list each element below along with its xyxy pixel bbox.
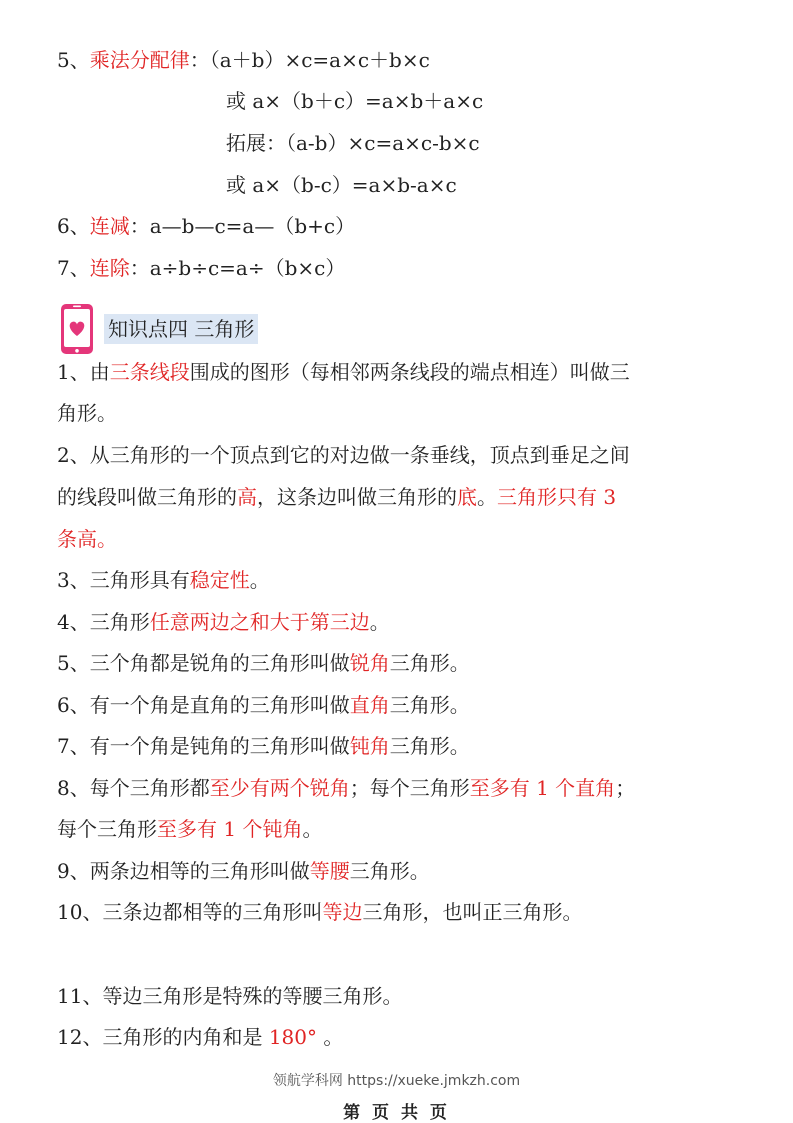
point-text: 9、两条边相等的三角形叫做 xyxy=(57,859,310,883)
point-text: 围成的图形（每相邻两条线段的端点相连）叫做三 xyxy=(189,360,630,384)
point-highlight: 锐角 xyxy=(349,651,390,675)
point-text: 8、每个三角形都 xyxy=(57,776,210,800)
point-text: 。 xyxy=(249,568,270,592)
rule-6 xyxy=(57,214,355,238)
point-12 xyxy=(57,1025,343,1049)
point-text: 1、由 xyxy=(57,360,110,384)
point-text: 5、三个角都是锐角的三角形叫做 xyxy=(57,651,350,675)
rule-number: 6、 xyxy=(57,214,90,238)
point-3 xyxy=(57,568,270,592)
section-title: 知识点四 三角形 xyxy=(104,314,258,344)
footer-website: 领航学科网 https://xueke.jmkzh.com xyxy=(272,1073,521,1089)
rule-number: 7、 xyxy=(57,256,90,280)
point-highlight: 180° xyxy=(268,1025,317,1049)
point-text: 每个三角形 xyxy=(57,817,157,841)
point-1 xyxy=(57,360,630,384)
point-text: 的线段叫做三角形的 xyxy=(57,485,237,509)
point-5 xyxy=(57,651,470,675)
point-highlight: 底 xyxy=(457,485,477,509)
point-text: 。 xyxy=(369,610,390,634)
point-8 xyxy=(57,776,635,800)
point-text: 7、有一个角是钝角的三角形叫做 xyxy=(57,734,350,758)
point-highlight: 至多有 1 个钝角 xyxy=(157,817,303,841)
point-text: ，这条边叫做三角形的 xyxy=(257,485,457,509)
point-10 xyxy=(57,900,582,924)
rule-5 xyxy=(57,48,430,72)
point-text: 6、有一个角是直角的三角形叫做 xyxy=(57,693,350,717)
rule-name: 连除 xyxy=(89,256,130,280)
point-highlight: 等边 xyxy=(322,900,363,924)
point-7 xyxy=(57,734,470,758)
rule-sep: ： xyxy=(129,214,150,238)
point-highlight: 任意两边之和大于第三边 xyxy=(149,610,370,634)
point-highlight: 高 xyxy=(237,485,257,509)
point-text: 三角形，也叫正三角形。 xyxy=(362,900,583,924)
point-highlight: 稳定性 xyxy=(189,568,250,592)
point-text: 三角形。 xyxy=(389,693,470,717)
rule-5-extension: 拓展：（a-b）×c=a×c-b×c xyxy=(226,131,480,155)
point-6 xyxy=(57,693,470,717)
point-8-cont xyxy=(57,817,322,841)
point-text: 12、三角形的内角和是 xyxy=(57,1025,269,1049)
point-2: 2、从三角形的一个顶点到它的对边做一条垂线，顶点到垂足之间 xyxy=(57,443,630,467)
rule-formula: a÷b÷c=a÷（b×c） xyxy=(149,256,346,280)
point-text: ； xyxy=(615,776,636,800)
point-highlight: 三角形只有 3 xyxy=(497,485,617,509)
point-text: 三角形。 xyxy=(349,859,430,883)
point-text: 3、三角形具有 xyxy=(57,568,190,592)
point-text: 4、三角形 xyxy=(57,610,150,634)
rule-sep: ： xyxy=(189,48,210,72)
point-text: 三角形。 xyxy=(389,734,470,758)
point-4 xyxy=(57,610,390,634)
point-highlight: 直角 xyxy=(349,693,390,717)
heart-phone-icon xyxy=(60,303,94,355)
point-text: ；每个三角形 xyxy=(349,776,470,800)
point-text: 。 xyxy=(317,1025,344,1049)
point-text: 。 xyxy=(302,817,323,841)
rule-sep: ： xyxy=(129,256,150,280)
point-highlight: 等腰 xyxy=(309,859,350,883)
rule-formula: a—b—c=a—（b+c） xyxy=(149,214,356,238)
point-1-cont: 角形。 xyxy=(57,401,117,425)
point-11: 11、等边三角形是特殊的等腰三角形。 xyxy=(57,984,403,1008)
point-2-cont xyxy=(57,485,616,509)
point-highlight: 至少有两个锐角 xyxy=(209,776,350,800)
point-highlight: 钝角 xyxy=(349,734,390,758)
point-text: 。 xyxy=(477,485,497,509)
point-9 xyxy=(57,859,430,883)
rule-name: 乘法分配律 xyxy=(89,48,190,72)
rule-5-extension-alt: 或 a×（b-c）=a×b-a×c xyxy=(226,173,457,197)
rule-7 xyxy=(57,256,345,280)
point-2-cont2: 条高。 xyxy=(57,527,117,551)
point-highlight: 三条线段 xyxy=(109,360,190,384)
rule-number: 5、 xyxy=(57,48,90,72)
point-text: 三角形。 xyxy=(389,651,470,675)
point-highlight: 至多有 1 个直角 xyxy=(469,776,616,800)
rule-name: 连减 xyxy=(89,214,130,238)
footer-page-number: 第 页 共 页 xyxy=(343,1103,450,1123)
point-text: 10、三条边都相等的三角形叫 xyxy=(57,900,323,924)
rule-formula: （a＋b）×c=a×c＋b×c xyxy=(209,48,430,72)
rule-5-alt: 或 a×（b＋c）=a×b＋a×c xyxy=(226,89,484,113)
